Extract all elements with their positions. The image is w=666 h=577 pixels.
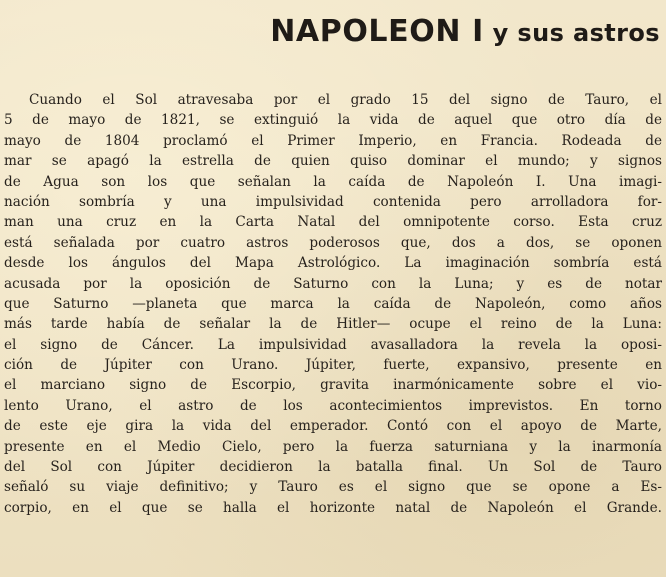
article-line: de Agua son los que señalan la caída de Napoleón I. Una imagi- (4, 173, 662, 190)
article-line: corpio, en el que se halla el horizonte natal de Napoleón el Grande. (4, 499, 662, 516)
article-line: lento Urano, el astro de los acontecimientos imprevistos. En torno (4, 397, 662, 414)
article-line: mar se apagó la estrella de quien quiso dominar el mundo; y signos (4, 153, 662, 170)
article-title-subtitle: y sus astros (483, 19, 660, 47)
article-line: del Sol con Júpiter decidieron la batalla final. Un Sol de Tauro (4, 459, 662, 476)
article-line: Cuando el Sol atravesaba por el grado 15 del signo de Tauro, el (29, 92, 662, 108)
article-line: desde los ángulos del Mapa Astrológico. La imaginación sombría está (4, 255, 662, 272)
article-line: el signo de Cáncer. La impulsividad avasalladora la revela la oposi- (4, 336, 662, 353)
article-line: de este eje gira la vida del emperador. Contó con el apoyo de Marte, (4, 418, 662, 435)
article-line: mayo de 1804 proclamó el Primer Imperio, en Francia. Rodeada de (4, 132, 662, 149)
article-line: que Saturno —planeta que marca la caída de Napoleón, como años (4, 295, 662, 312)
article-line: nación sombría y una impulsividad contenida pero arrolladora for- (4, 193, 662, 210)
article-line: presente en el Medio Cielo, pero la fuerza saturniana y la inarmonía (4, 438, 662, 455)
article-line: señaló su viaje definitivo; y Tauro es el signo que se opone a Es- (4, 479, 662, 496)
article-line: el marciano signo de Escorpio, gravita inarmónicamente sobre el vio- (4, 377, 662, 394)
article-line: 5 de mayo de 1821, se extinguió la vida de aquel que otro día de (4, 112, 662, 129)
article-title-main: NAPOLEON I (270, 14, 484, 49)
article-line: ción de Júpiter con Urano. Júpiter, fuerte, expansivo, presente en (4, 357, 662, 374)
article-line: más tarde había de señalar la de Hitler— ocupe el reino de la Luna: (4, 316, 662, 333)
article-line: man una cruz en la Carta Natal del omnipotente corso. Esta cruz (4, 214, 662, 231)
article-body (4, 90, 662, 518)
article-line: acusada por la oposición de Saturno con la Luna; y es de notar (4, 275, 662, 292)
article-title (270, 14, 660, 47)
article-line: está señalada por cuatro astros poderosos que, dos a dos, se oponen (4, 234, 662, 251)
